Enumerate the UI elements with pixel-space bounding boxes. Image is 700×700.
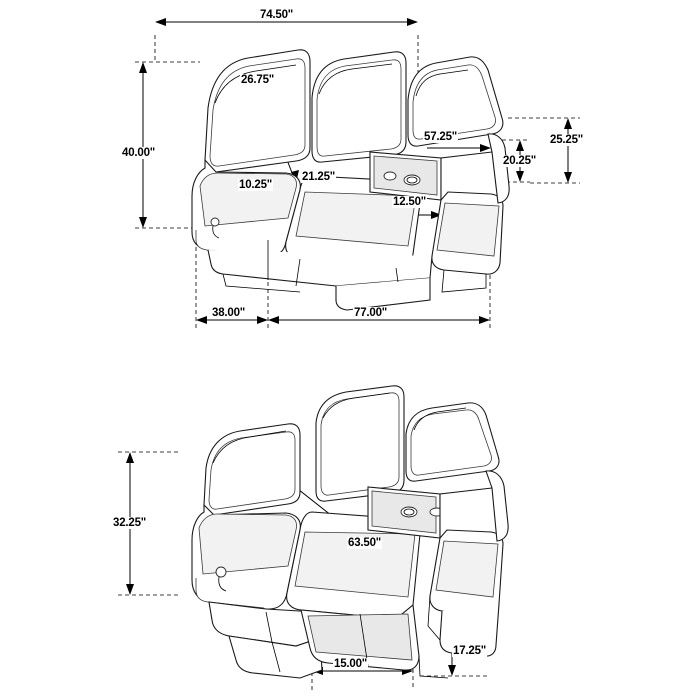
dim-arm-height: 25.25" [550,134,584,146]
dim-console-width: 12.50" [393,196,427,208]
dim-seat-depth-right: 57.25" [424,131,458,143]
dim-reclined-height: 32.25" [113,517,147,529]
dim-base-left: 38.00" [212,307,246,319]
dim-base-width: 77.00" [354,307,388,319]
dim-seat-height: 20.25" [503,155,537,167]
dim-reclined-diagonal: 63.50" [348,537,382,549]
dim-back-height: 26.75" [241,74,275,86]
dim-arm-width: 10.25" [239,179,273,191]
sofa-reclined-illustration [192,386,508,678]
dim-footrest-height: 17.25" [453,645,487,657]
dim-overall-height: 40.00" [122,147,156,159]
dim-width-top: 74.50" [260,9,294,21]
dim-footrest-width: 15.00" [334,658,368,670]
dim-seat-width: 21.25" [302,171,336,183]
